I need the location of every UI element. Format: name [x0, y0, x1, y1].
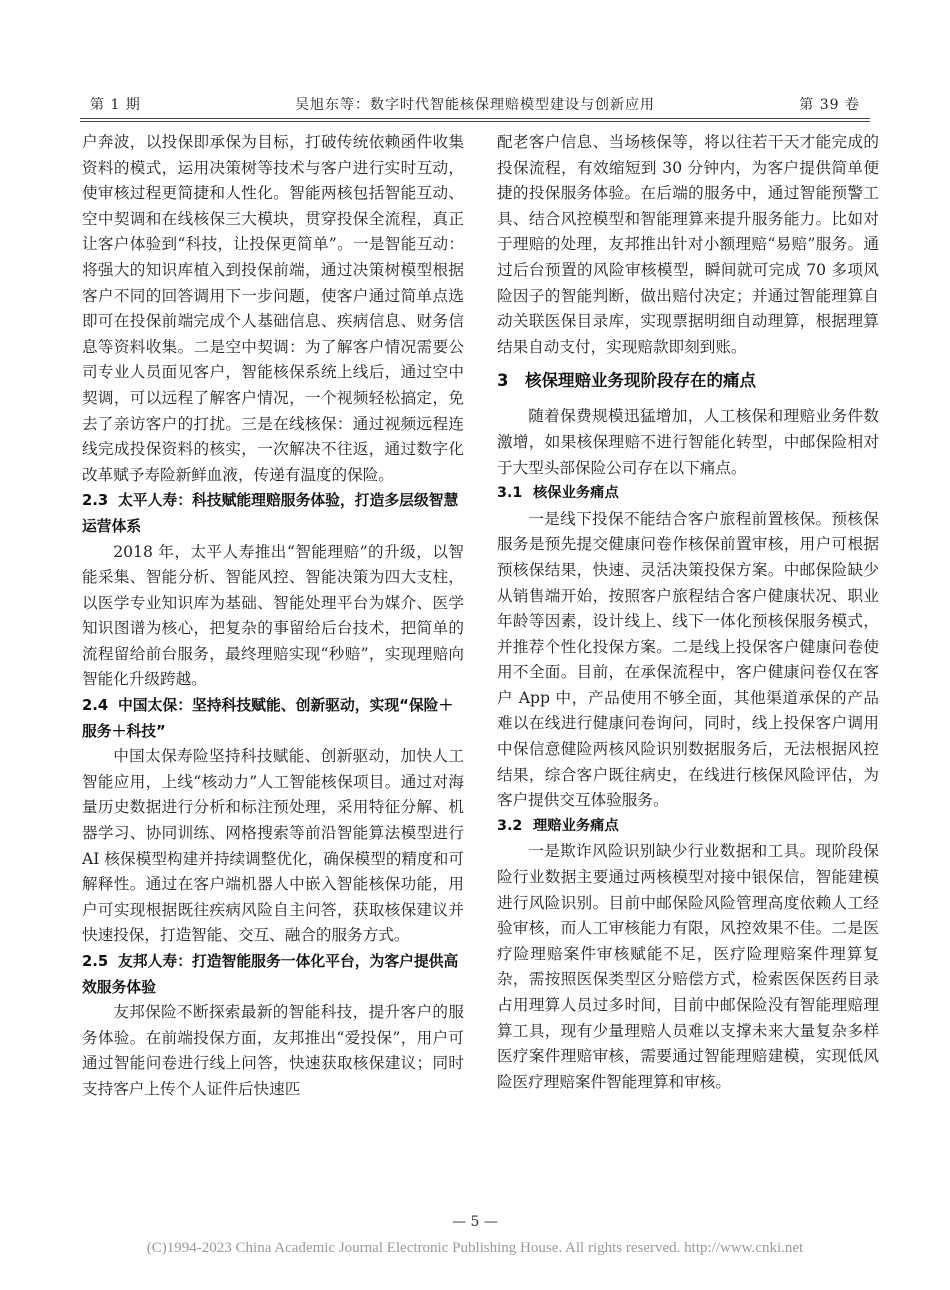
heading-number: 2.3: [82, 492, 109, 510]
heading-number: 2.4: [82, 697, 109, 715]
page-number: — 5 —: [452, 1214, 498, 1230]
body-paragraph: 一是线下投保不能结合客户旅程前置核保。预核保服务是预先提交健康问卷作核保前置审核，用户可根据预核保结果，快速、灵活决策投保方案。中邮保险缺少从销售端开始，按照客户旅程结合客户健康状况、职业年龄等因素，设计线上、线下一体化预核保服务模式，并推荐个性化投保方案。二是线上投保客户健康问卷使用不全面。目前，在承保流程中，客户健康问卷仅在客户 App 中，产品使用不够全面，其他渠道承保的产品难以在线进行健康问卷询问，同时，线上投保客户调用中保信意健险两核风险识别数据服务后，无法根据风控结果，综合客户既往病史，在线进行核保风险评估，为客户提供交互体验服务。: [497, 509, 879, 810]
heading-number: 3.1: [497, 485, 523, 502]
subsection-heading: [82, 949, 464, 1000]
left-column: [82, 130, 464, 1103]
right-column: [497, 130, 879, 1095]
body-paragraph: 2018 年，太平人寿推出“智能理赔”的升级，以智能采集、智能分析、智能风控、智能决策为四大支柱，以医学专业知识库为基础、智能处理平台为媒介、医学知识图谱为核心，把复杂的事留给后台技术，把简单的流程留给前台服务，最终理赔实现“秒赔”，实现理赔向智能化升级跨越。: [82, 542, 464, 689]
volume-number: 第 39 卷: [799, 97, 860, 113]
heading-number: 2.5: [82, 953, 109, 970]
body-paragraph: 一是欺诈风险识别缺少行业数据和工具。现阶段保险行业数据主要通过两核模型对接中银保信，智能建模进行风险识别。目前中邮保险风险管理高度依赖人工经验审核，而人工审核能力有限，风控效果不佳。二是医疗险理赔案件审核赋能不足，医疗险理赔案件理算复杂，需按照医保类型区分赔偿方式，检索医保医药目录占用理算人员过多时间，目前中邮保险没有智能理赔理算工具，现有少量理赔人员难以支撑未来大量复杂多样医疗案件理赔审核，需要通过智能理赔建模，实现低风险医疗理赔案件智能理算和审核。: [497, 842, 879, 1091]
header-rule-top: [80, 118, 870, 119]
issue-number: 第 1 期: [90, 97, 141, 113]
subsection-heading: [497, 814, 879, 840]
body-paragraph: 友邦保险不断探索最新的智能科技，提升客户的服务体验。在前端投保方面，友邦推出“爱投保”，用户可通过智能问卷进行线上问答，快速获取核保建议；同时支持客户上传个人证件后快速匹: [82, 1003, 464, 1098]
heading-text: 理赔业务痛点: [533, 817, 619, 834]
body-paragraph: 随着保费规模迅猛增加，人工核保和理赔业务件数激增，如果核保理赔不进行智能化转型，中邮保险相对于大型头部保险公司存在以下痛点。: [497, 407, 879, 477]
subsection-heading: [82, 693, 464, 744]
heading-text: 核保业务痛点: [533, 485, 619, 502]
body-paragraph: 户奔波，以投保即承保为目标，打破传统依赖函件收集资料的模式，运用决策树等技术与客户进行实时互动，使审核过程更简捷和人性化。智能两核包括智能互动、空中契调和在线核保三大模块，贯穿投保全流程，真正让客户体验到“科技，让投保更简单”。一是智能互动：将强大的知识库植入到投保前端，通过决策树模型根据客户不同的回答调用下一步问题，使客户通过简单点选即可在投保前端完成个人基础信息、疾病信息、财务信息等资料收集。二是空中契调：为了解客户情况需要公司专业人员面见客户，智能核保系统上线后，通过空中契调，可以远程了解客户情况，一个视频轻松搞定，免去了亲访客户的打扰。三是在线核保：通过视频远程连线完成投保资料的核实，一次解决不往返，通过数字化改革赋予寿险新鲜血液，传递有温度的保险。: [82, 133, 464, 484]
subsection-heading: [82, 488, 464, 539]
running-title: 吴旭东等：数字时代智能核保理赔模型建设与创新应用: [295, 97, 655, 113]
heading-text: 友邦人寿：打造智能服务一体化平台，为客户提供高效服务体验: [82, 953, 459, 996]
heading-text: 太平人寿：科技赋能理赔服务体验，打造多层级智慧运营体系: [82, 492, 459, 535]
heading-number: 3: [497, 371, 509, 391]
heading-text: 中国太保：坚持科技赋能、创新驱动，实现“保险＋服务＋科技”: [82, 697, 454, 740]
heading-text: 核保理赔业务现阶段存在的痛点: [525, 371, 756, 391]
body-paragraph: 中国太保寿险坚持科技赋能、创新驱动，加快人工智能应用，上线“核动力”人工智能核保项目。通过对海量历史数据进行分析和标注预处理，采用特征分解、机器学习、协同训练、网格搜索等前沿智能算法模型进行 AI 核保模型构建并持续调整优化，确保模型的精度和可解释性。通过在客户端机器人中嵌入智能核保功能，用户可实现根据既往疾病风险自主问答，获取核保建议并快速投保，打造智能、交互、融合的服务方式。: [82, 747, 464, 945]
copyright-notice: (C)1994-2023 China Academic Journal Electronic Publishing House. All rights reserved. http://www.cnki.net: [146, 1240, 804, 1256]
heading-number: 3.2: [497, 817, 523, 834]
subsection-heading: [497, 481, 879, 507]
body-paragraph: 配老客户信息、当场核保等，将以往若干天才能完成的投保流程，有效缩短到 30 分钟内，为客户提供简单便捷的投保服务体验。在后端的服务中，通过智能预警工具、结合风控模型和智能理算来提升服务能力。比如对于理赔的处理，友邦推出针对小额理赔“易赔”服务。通过后台预置的风险审核模型，瞬间就可完成 70 多项风险因子的智能判断，做出赔付决定；并通过智能理算自动关联医保目录库，实现票据明细自动理算，根据理算结果自动支付，实现赔款即刻到账。: [497, 133, 879, 356]
header-rule-bottom: [80, 121, 870, 122]
section-heading: [497, 368, 879, 394]
